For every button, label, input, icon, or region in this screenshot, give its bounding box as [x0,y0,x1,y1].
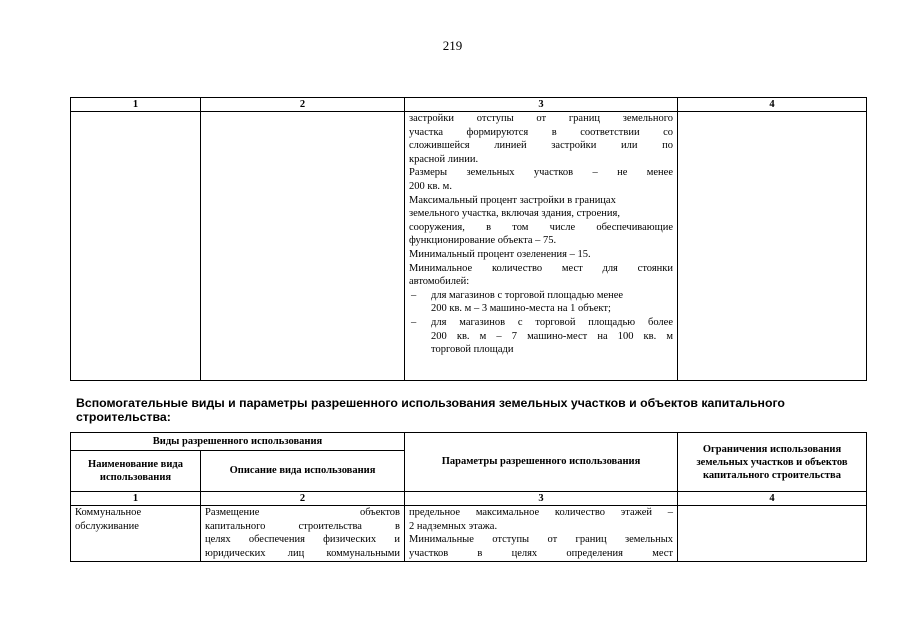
cell-use-name [71,506,201,562]
col3-header: Параметры разрешенного использования [405,433,678,492]
table-row [71,506,867,562]
column-number-row [71,98,867,112]
col4-header: Ограничения использования земельных участков и объектов капитального строительства [678,433,867,492]
text-line: Коммунальное [75,507,142,518]
text-line: юридических лиц коммунальными [205,547,401,559]
text-line: автомобилей: [409,276,470,288]
text-line: Минимальные отступы от границ земельных [409,534,674,546]
group-header: Виды разрешенного использования [71,433,405,451]
section-heading: Вспомогательные виды и параметры разрешенного использования земельных участков и объектов капитального строительства: [76,396,785,424]
cell-use-restrictions-empty [678,506,867,562]
setback-paragraph [409,112,673,166]
plot-size-paragraph [409,166,673,193]
dash-bullet: – [411,316,417,328]
text-line: Размещение объектов [205,507,401,518]
column-number-2: 2 [201,98,405,112]
parking-list-item [409,316,673,357]
text-line: капитального строительства в [205,520,401,532]
header-row-group [71,433,867,451]
text-line: сложившейся линией застройки или по [409,140,673,152]
text-line: красной линии. [409,153,479,165]
text-line: торговой площади [431,344,514,356]
text-line: участков в целях определения мест [409,547,674,559]
cell-description-empty [201,112,405,381]
building-percent-paragraph [409,194,673,248]
column-number-2: 2 [201,492,405,506]
greening-paragraph [409,248,673,262]
column-number-4: 4 [678,98,867,112]
parking-paragraph [409,262,673,289]
text-line: Размеры земельных участков – не менее [409,167,673,179]
column-number-3: 3 [405,492,678,506]
text-line: предельное максимальное количество этажей – [409,507,674,518]
cell-name-empty [71,112,201,381]
text-line: 2 надземных этажа. [409,520,498,532]
dash-bullet: – [411,289,417,301]
column-number-3: 3 [405,98,678,112]
cell-parameters [405,112,678,381]
text-line: застройки отступы от границ земельного [409,113,673,124]
text-line: Минимальный процент озеленения – 15. [409,248,591,260]
text-line: 200 кв. м – 7 машино-мест на 100 кв. м [431,330,673,342]
cell-use-parameters [405,506,678,562]
text-line: сооружения, в том числе обеспечивающие [409,221,673,233]
text-line: 200 кв. м. [409,180,452,192]
text-line: 200 кв. м – 3 машино-места на 1 объект; [431,303,611,315]
text-line: Минимальное количество мест для стоянки [409,262,673,274]
auxiliary-uses-table [70,432,867,562]
column-number-1: 1 [71,98,201,112]
col2-header: Описание вида использования [201,451,405,492]
column-number-1: 1 [71,492,201,506]
text-line: целях обеспечения физических и [205,534,401,546]
text-line: функционирование объекта – 75. [409,235,557,247]
text-line: земельного участка, включая здания, строения, [409,208,620,220]
cell-restrictions-empty [678,112,867,381]
text-line: для магазинов с торговой площадью более [431,316,673,328]
table-row [71,112,867,381]
column-number-row [71,492,867,506]
cell-use-description [201,506,405,562]
page-number: 219 [442,38,463,53]
text-line: обслуживание [75,520,139,532]
text-line: участка формируются в соответствии со [409,126,673,138]
col1-header: Наименование вида использования [71,451,201,492]
text-line: для магазинов с торговой площадью менее [431,289,624,301]
text-line: Максимальный процент застройки в границах [409,194,616,206]
parking-list-item [409,289,673,316]
column-number-4: 4 [678,492,867,506]
parameters-table-continued [70,97,867,381]
